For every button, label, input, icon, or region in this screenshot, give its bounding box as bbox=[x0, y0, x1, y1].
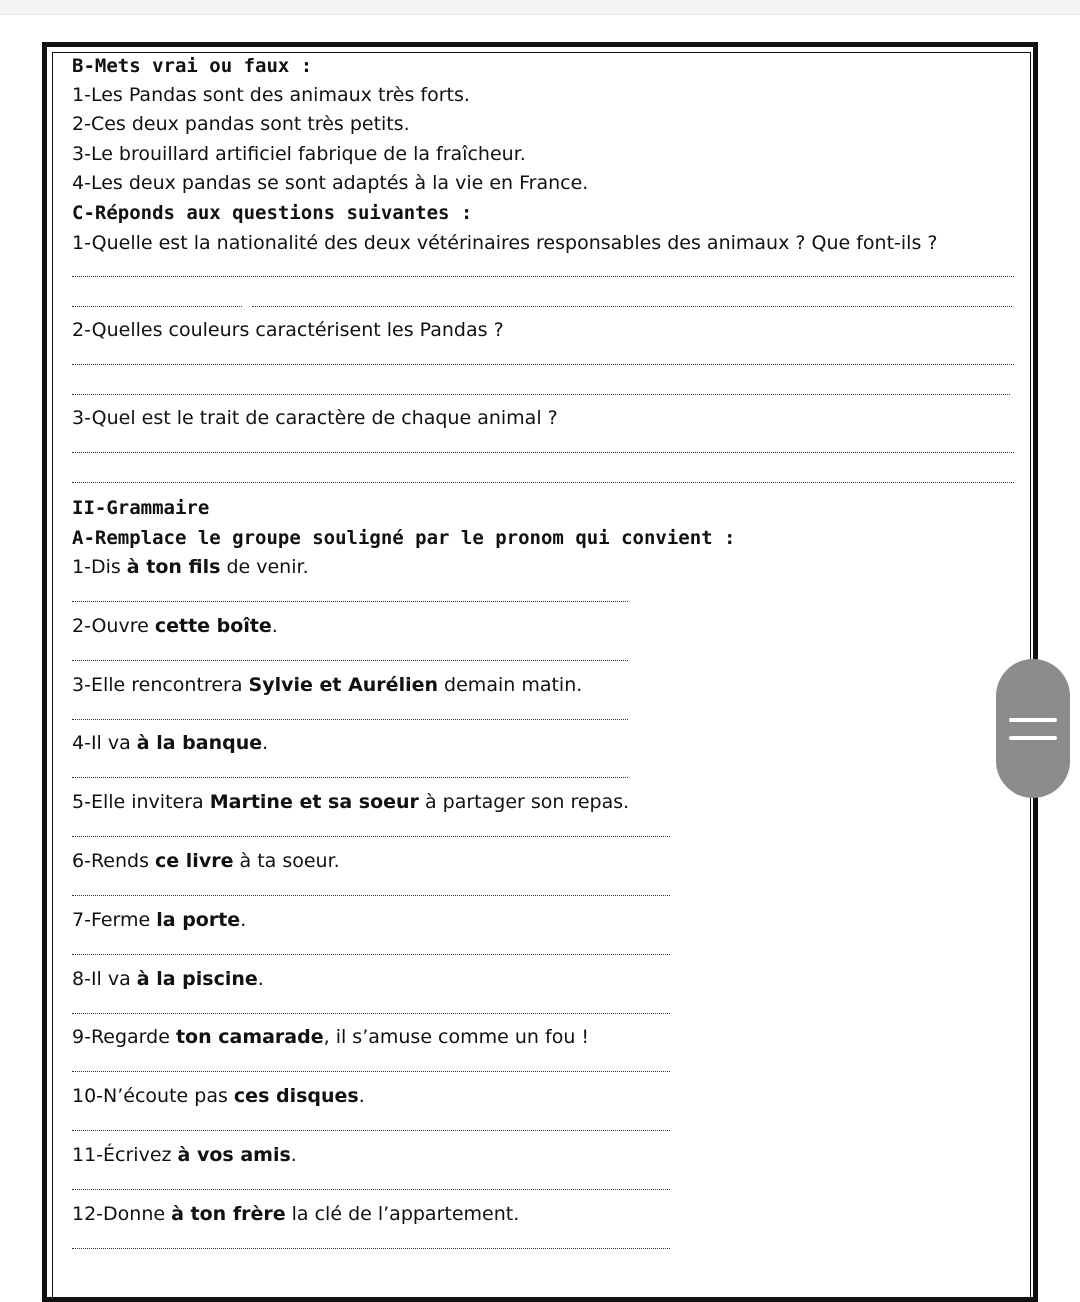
handle-grip-bar bbox=[1009, 736, 1057, 740]
underlined-group: cette boîte bbox=[154, 615, 272, 637]
answer-line[interactable] bbox=[72, 482, 1014, 483]
grammar-item bbox=[72, 729, 268, 757]
answer-line[interactable] bbox=[72, 1130, 670, 1131]
answer-line[interactable] bbox=[72, 276, 1014, 277]
grammar-item bbox=[72, 612, 278, 640]
top-bar bbox=[0, 0, 1080, 15]
grammar-item-text: . bbox=[262, 732, 269, 754]
answer-line[interactable] bbox=[72, 719, 628, 720]
grammar-item-text: à ta soeur. bbox=[233, 850, 340, 872]
grammar-item bbox=[72, 788, 629, 816]
grammar-item bbox=[72, 906, 246, 934]
grammar-item-text: la clé de l’appartement. bbox=[285, 1203, 520, 1225]
grammar-item-text: à partager son repas. bbox=[418, 791, 630, 813]
grammar-item bbox=[72, 1023, 589, 1051]
grammar-item-text: 7-Ferme bbox=[72, 909, 157, 931]
underlined-group: ces disques bbox=[233, 1085, 359, 1107]
true-false-item: 4-Les deux pandas se sont adaptés à la vie en France. bbox=[72, 172, 589, 194]
grammar-item-text: 1-Dis bbox=[72, 556, 127, 578]
answer-line[interactable] bbox=[72, 452, 1014, 453]
underlined-group: Martine et sa soeur bbox=[209, 791, 419, 813]
underlined-group: à vos amis bbox=[177, 1144, 291, 1166]
grammar-item bbox=[72, 553, 309, 581]
grammar-item-text: , il s’amuse comme un fou ! bbox=[323, 1026, 590, 1048]
answer-line[interactable] bbox=[72, 1189, 670, 1190]
grammar-item-text: 10-N’écoute pas bbox=[72, 1085, 234, 1107]
question-1: 1-Quelle est la nationalité des deux vétérinaires responsables des animaux ? Que font-ils ? bbox=[72, 232, 938, 254]
grammar-item-text: 4-Il va bbox=[72, 732, 137, 754]
grammar-item-text: demain matin. bbox=[438, 674, 583, 696]
underlined-group: ce livre bbox=[155, 850, 234, 872]
grammar-item bbox=[72, 1082, 365, 1110]
true-false-item: 3-Le brouillard artificiel fabrique de la fraîcheur. bbox=[72, 143, 526, 165]
question-3: 3-Quel est le trait de caractère de chaque animal ? bbox=[72, 407, 558, 429]
grammar-item-text: 8-Il va bbox=[72, 968, 137, 990]
grammar-item-text: . bbox=[290, 1144, 297, 1166]
answer-line[interactable] bbox=[72, 836, 670, 837]
true-false-item: 1-Les Pandas sont des animaux très forts. bbox=[72, 84, 470, 106]
grammar-item-text: 6-Rends bbox=[72, 850, 156, 872]
answer-line[interactable] bbox=[72, 1248, 670, 1249]
underlined-group: Sylvie et Aurélien bbox=[248, 674, 439, 696]
answer-line[interactable] bbox=[72, 364, 1014, 365]
grammar-item bbox=[72, 965, 264, 993]
grammar-title: II-Grammaire bbox=[72, 497, 210, 519]
answer-line[interactable] bbox=[72, 1071, 670, 1072]
answer-line[interactable] bbox=[72, 306, 242, 307]
grammar-item bbox=[72, 1200, 519, 1228]
underlined-group: à la banque bbox=[136, 732, 263, 754]
grammar-item-text: 9-Regarde bbox=[72, 1026, 176, 1048]
answer-line[interactable] bbox=[72, 954, 670, 955]
answer-line[interactable] bbox=[72, 601, 628, 602]
answer-line[interactable] bbox=[72, 777, 628, 778]
underlined-group: ton camarade bbox=[175, 1026, 324, 1048]
grammar-item bbox=[72, 847, 340, 875]
handle-grip-bar bbox=[1009, 718, 1057, 722]
grammar-item-text: . bbox=[257, 968, 264, 990]
underlined-group: la porte bbox=[156, 909, 241, 931]
answer-line[interactable] bbox=[72, 394, 1010, 395]
section-b-heading: B-Mets vrai ou faux : bbox=[72, 55, 313, 77]
grammar-item-text: 12-Donne bbox=[72, 1203, 172, 1225]
section-c-heading: C-Réponds aux questions suivantes : bbox=[72, 202, 473, 224]
true-false-item: 2-Ces deux pandas sont très petits. bbox=[72, 113, 410, 135]
scroll-handle[interactable] bbox=[996, 659, 1070, 798]
grammar-item-text: de venir. bbox=[220, 556, 309, 578]
answer-line[interactable] bbox=[72, 660, 628, 661]
answer-line[interactable] bbox=[72, 895, 670, 896]
grammar-heading-a: A-Remplace le groupe souligné par le pronom qui convient : bbox=[72, 527, 736, 549]
grammar-item-text: . bbox=[271, 615, 278, 637]
grammar-item bbox=[72, 1141, 297, 1169]
underlined-group: à ton fils bbox=[126, 556, 221, 578]
grammar-item-text: . bbox=[240, 909, 247, 931]
answer-line[interactable] bbox=[252, 306, 1012, 307]
grammar-item-text: 5-Elle invitera bbox=[72, 791, 210, 813]
grammar-item bbox=[72, 671, 582, 699]
grammar-item-text: . bbox=[358, 1085, 365, 1107]
underlined-group: à ton frère bbox=[171, 1203, 286, 1225]
answer-line[interactable] bbox=[72, 1013, 670, 1014]
question-2: 2-Quelles couleurs caractérisent les Pandas ? bbox=[72, 319, 504, 341]
grammar-item-text: 2-Ouvre bbox=[72, 615, 155, 637]
underlined-group: à la piscine bbox=[136, 968, 258, 990]
grammar-item-text: 11-Écrivez bbox=[72, 1144, 178, 1166]
grammar-item-text: 3-Elle rencontrera bbox=[72, 674, 249, 696]
